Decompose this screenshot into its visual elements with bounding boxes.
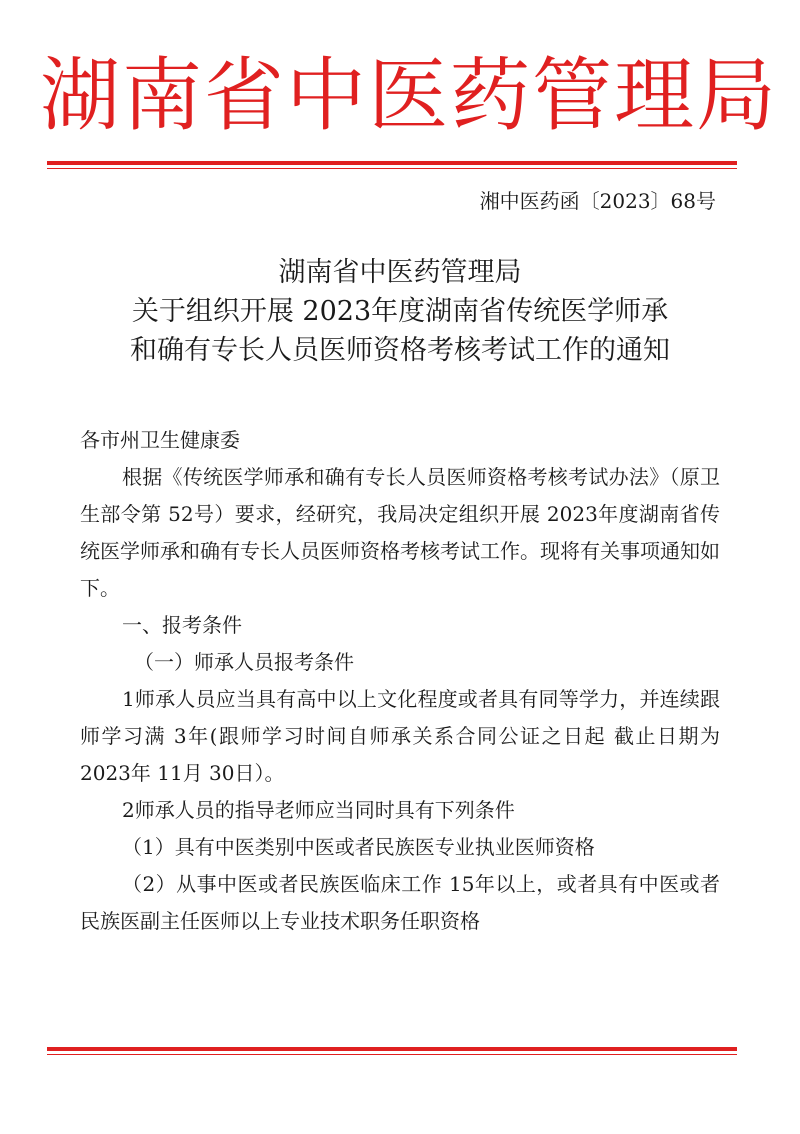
title-line-1: 湖南省中医药管理局 — [278, 257, 522, 288]
title-line-3: 和确有专长人员医师资格考核考试工作的通知 — [130, 335, 670, 366]
document-number: 湘中医药函〔2023〕68号 — [479, 189, 716, 213]
letterhead-divider-thin — [47, 168, 737, 169]
requirement-item-2-sub-2: （2）从事中医或者民族医临床工作 15年以上，或者具有中医或者民族医副主任医师以上专业技术职务任职资格 — [80, 872, 720, 933]
document-title — [40, 253, 760, 370]
letterhead-divider-thick — [47, 161, 737, 165]
title-line-2: 关于组织开展 2023年度湖南省传统医学师承 — [131, 296, 669, 327]
footer-divider-thick — [47, 1047, 737, 1051]
requirement-item-2-sub-1: （1）具有中医类别中医或者民族医专业执业医师资格 — [122, 835, 595, 859]
footer-divider-thin — [47, 1054, 737, 1055]
intro-paragraph: 根据《传统医学师承和确有专长人员医师资格考核考试办法》（原卫生部令第 52号）要求，经研究，我局决定组织开展 2023年度湖南省传统医学师承和确有专长人员医师资格考核考试工作。现将有关事项通知如下。 — [80, 465, 720, 600]
subsection-heading: （一）师承人员报考条件 — [134, 650, 354, 674]
letterhead-organization-name: 湖南省中医药管理局 — [40, 49, 778, 142]
salutation: 各市州卫生健康委 — [80, 428, 240, 452]
requirement-item-2: 2师承人员的指导老师应当同时具有下列条件 — [122, 798, 515, 822]
document-body — [80, 422, 720, 940]
section-heading: 一、报考条件 — [122, 613, 242, 637]
requirement-item-1: 1师承人员应当具有高中以上文化程度或者具有同等学力，并连续跟师学习满 3年(跟师学习时间自师承关系合同公证之日起 截止日期为 2023年 11月 30日）。 — [80, 687, 720, 785]
